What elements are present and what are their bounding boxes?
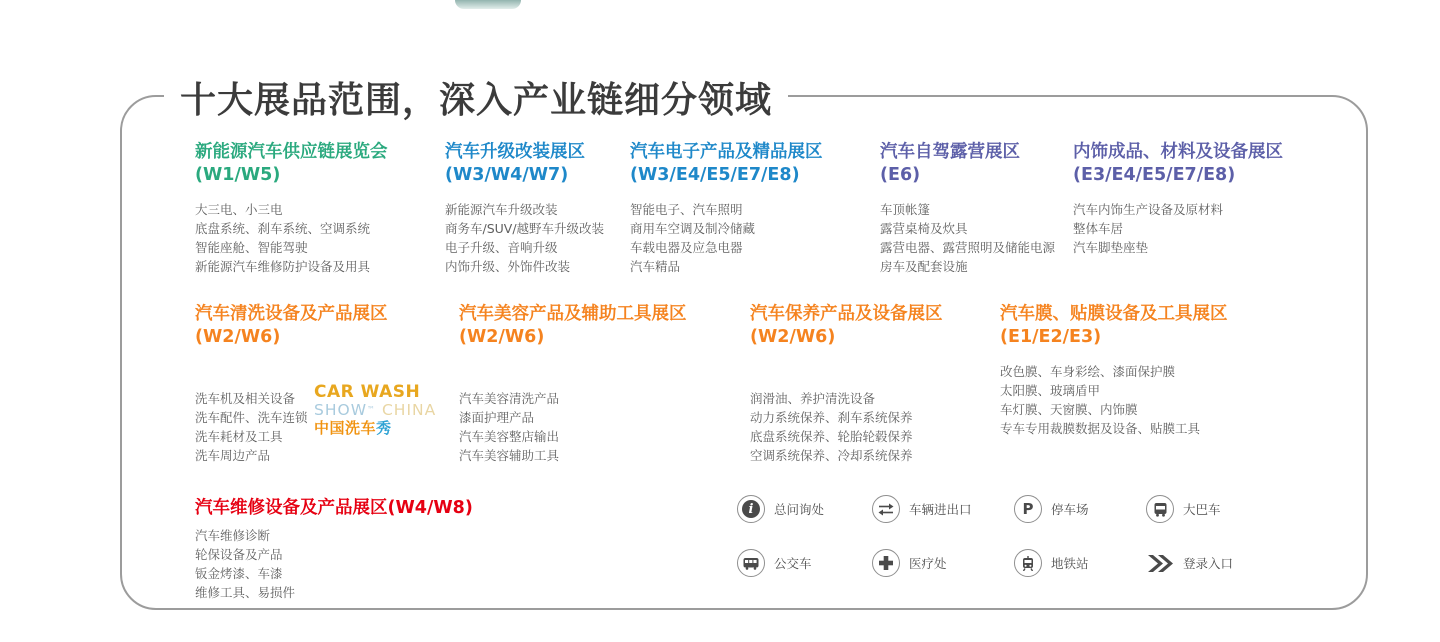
section-code: (W3/E4/E5/E7/E8) [630, 165, 800, 185]
section-items [459, 389, 687, 465]
carwash-logo-xiu: 秀 [376, 419, 392, 437]
item: 汽车美容清洗产品 [459, 391, 560, 406]
section-name: 汽车清洗设备及产品展区 [195, 304, 388, 324]
item: 空调系统保养、冷却系统保养 [750, 448, 913, 463]
carwash-logo-china: CHINA [381, 401, 437, 419]
section-title [1073, 141, 1283, 187]
legend-label: 停车场 [1051, 502, 1089, 517]
section-code: (E3/E4/E5/E7/E8) [1073, 165, 1236, 185]
item: 汽车脚垫座垫 [1073, 240, 1149, 255]
coach-icon [1146, 495, 1174, 523]
item: 新能源汽车升级改装 [445, 202, 558, 217]
section-beauty [459, 303, 687, 465]
item: 智能电子、汽车照明 [630, 202, 743, 217]
item: 汽车美容整店输出 [459, 429, 560, 444]
section-items [880, 200, 1055, 276]
carwash-show-china-logo [314, 383, 436, 437]
section-title [195, 141, 388, 187]
item: 钣金烤漆、车漆 [195, 566, 283, 581]
section-title [750, 303, 943, 349]
section-name: 新能源汽车供应链展览会 [195, 142, 388, 162]
top-logo-arc [455, 0, 521, 9]
section-code: (W2/W6) [195, 327, 281, 347]
item: 底盘系统、刹车系统、空调系统 [195, 221, 371, 236]
item: 洗车耗材及工具 [195, 429, 283, 444]
carwash-logo-show: SHOW [314, 401, 368, 419]
section-name: 汽车升级改装展区 [445, 142, 585, 162]
section-name: 汽车自驾露营展区 [880, 142, 1020, 162]
bus-icon [737, 549, 765, 577]
item: 新能源汽车维修防护设备及用具 [195, 259, 371, 274]
section-film-wrap [1000, 303, 1228, 438]
legend-item-entrance [1146, 549, 1266, 577]
item: 底盘系统保养、轮胎轮毂保养 [750, 429, 913, 444]
legend-item-metro [1014, 549, 1146, 577]
section-items [1073, 200, 1283, 257]
legend-label: 地铁站 [1051, 556, 1089, 571]
item: 车顶帐篷 [880, 202, 931, 217]
item: 改色膜、车身彩绘、漆面保护膜 [1000, 364, 1176, 379]
section-name: 汽车维修设备及产品展区 [195, 498, 388, 518]
item: 汽车维修诊断 [195, 528, 271, 543]
content-frame [120, 95, 1368, 610]
item: 洗车机及相关设备 [195, 391, 296, 406]
section-nev-supply-chain [195, 141, 388, 276]
carwash-logo-line1: CAR WASH [314, 382, 421, 402]
item: 漆面护理产品 [459, 410, 535, 425]
item: 商用车空调及制冷储藏 [630, 221, 756, 236]
item: 智能座舱、智能驾驶 [195, 240, 308, 255]
item: 汽车美容辅助工具 [459, 448, 560, 463]
legend-item-vehicle-gate [872, 495, 1014, 523]
legend-label: 登录入口 [1183, 556, 1234, 571]
carwash-logo-line2 [314, 401, 436, 419]
item: 车灯膜、天窗膜、内饰膜 [1000, 402, 1138, 417]
item: 汽车内饰生产设备及原材料 [1073, 202, 1224, 217]
item: 润滑油、养护清洗设备 [750, 391, 876, 406]
section-items [195, 526, 473, 602]
section-electronics [630, 141, 823, 276]
section-title [195, 497, 473, 520]
legend-item-medical [872, 549, 1014, 577]
vehicle-gate-icon [872, 495, 900, 523]
legend-label: 公交车 [774, 556, 812, 571]
metro-icon [1014, 549, 1042, 577]
medical-icon [872, 549, 900, 577]
legend-label: 医疗处 [909, 556, 947, 571]
entrance-icon [1146, 549, 1174, 577]
parking-icon: P [1014, 495, 1042, 523]
item: 专车专用裁膜数据及设备、贴膜工具 [1000, 421, 1201, 436]
section-title [445, 141, 604, 187]
page-title: 十大展品范围，深入产业链细分领域 [164, 72, 788, 123]
legend-item-coach [1146, 495, 1266, 523]
section-code: (W4/W8) [387, 498, 473, 518]
item: 露营电器、露营照明及储能电源 [880, 240, 1056, 255]
item: 维修工具、易损件 [195, 585, 296, 600]
item: 车载电器及应急电器 [630, 240, 743, 255]
carwash-logo-cn: 中国洗车 [314, 419, 377, 437]
item: 内饰升级、外饰件改装 [445, 259, 571, 274]
section-code: (W2/W6) [750, 327, 836, 347]
section-repair-equipment [195, 497, 473, 602]
carwash-logo-line3 [314, 419, 436, 437]
section-name: 内饰成品、材料及设备展区 [1073, 142, 1283, 162]
section-name: 汽车保养产品及设备展区 [750, 304, 943, 324]
item: 轮保设备及产品 [195, 547, 283, 562]
legend-label: 车辆进出口 [909, 502, 972, 517]
section-name: 汽车美容产品及辅助工具展区 [459, 304, 687, 324]
legend-item-bus [737, 549, 872, 577]
section-code: (W2/W6) [459, 327, 545, 347]
section-items [445, 200, 604, 276]
legend-label: 总问询处 [774, 502, 825, 517]
item: 房车及配套设施 [880, 259, 968, 274]
section-code: (W1/W5) [195, 165, 281, 185]
section-camping [880, 141, 1055, 276]
section-interior [1073, 141, 1283, 257]
item: 太阳膜、玻璃盾甲 [1000, 383, 1101, 398]
section-name: 汽车电子产品及精品展区 [630, 142, 823, 162]
section-maintenance-products [750, 303, 943, 465]
item: 洗车周边产品 [195, 448, 271, 463]
section-title [459, 303, 687, 349]
item: 动力系统保养、刹车系统保养 [750, 410, 913, 425]
section-items [195, 200, 388, 276]
section-items [750, 389, 943, 465]
legend-item-information [737, 495, 872, 523]
section-code: (E6) [880, 165, 921, 185]
section-title [195, 303, 388, 349]
section-title [880, 141, 1055, 187]
item: 大三电、小三电 [195, 202, 283, 217]
section-upgrade-refit [445, 141, 604, 276]
legend-label: 大巴车 [1183, 502, 1221, 517]
legend-item-parking [1014, 495, 1146, 523]
section-title [1000, 303, 1228, 349]
section-code: (W3/W4/W7) [445, 165, 569, 185]
section-items [1000, 362, 1228, 438]
section-items [630, 200, 823, 276]
item: 汽车精品 [630, 259, 681, 274]
map-legend [737, 495, 1266, 577]
section-code: (E1/E2/E3) [1000, 327, 1102, 347]
info-icon: i [737, 495, 765, 523]
section-name: 汽车膜、贴膜设备及工具展区 [1000, 304, 1228, 324]
item: 洗车配件、洗车连锁 [195, 410, 308, 425]
item: 商务车/SUV/越野车升级改装 [445, 221, 605, 236]
section-title [630, 141, 823, 187]
item: 电子升级、音响升级 [445, 240, 558, 255]
item: 整体车居 [1073, 221, 1124, 236]
trademark-symbol: ™ [367, 405, 377, 414]
item: 露营桌椅及炊具 [880, 221, 968, 236]
